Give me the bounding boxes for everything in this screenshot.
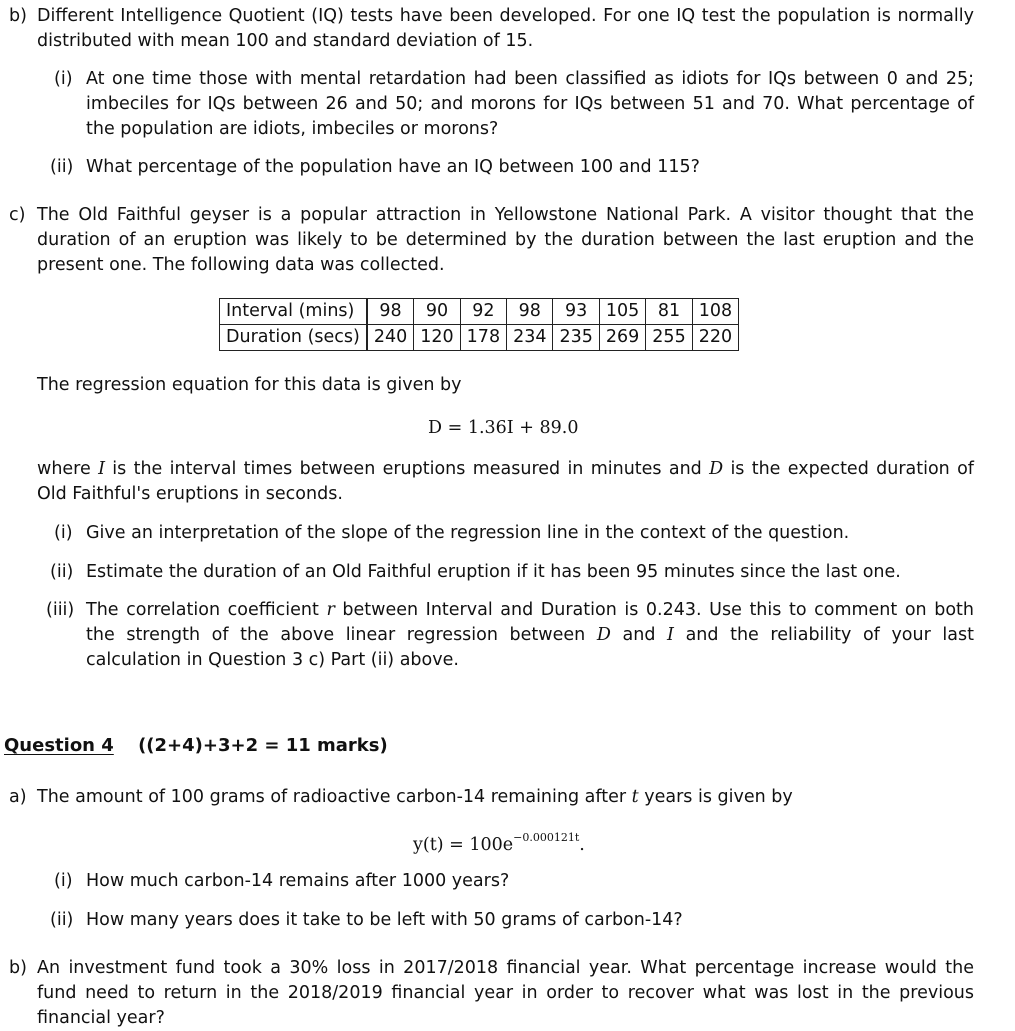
part-c-i-label: (i) xyxy=(54,523,73,543)
var-i: I xyxy=(667,625,674,645)
table-cell: 240 xyxy=(367,325,414,351)
part-c-iii-text-a: The correlation coefficient xyxy=(86,600,319,620)
table-cell: 81 xyxy=(646,299,692,325)
decay-formula xyxy=(413,827,585,858)
table-row-duration xyxy=(220,325,739,351)
table-row-header: Duration (secs) xyxy=(220,325,367,351)
part-c-i-text: Give an interpretation of the slope of the regression line in the context of the question. xyxy=(86,523,850,543)
part-b-ii-text: What percentage of the population have an IQ between 100 and 115? xyxy=(86,157,700,177)
q4-part-a-ii-text: How many years does it take to be left with 50 grams of carbon-14? xyxy=(86,910,683,930)
table-cell: 90 xyxy=(414,299,460,325)
q4-part-b xyxy=(9,956,974,1031)
question-4-title: Question 4 xyxy=(4,735,114,756)
table-cell: 93 xyxy=(553,299,599,325)
table-cell: 92 xyxy=(460,299,506,325)
part-c xyxy=(9,203,974,278)
q4-part-a-ii-label: (ii) xyxy=(50,910,74,930)
where-text-c: is the expected duration of Old Faithful's eruptions in seconds. xyxy=(37,459,974,504)
part-c-iii-and: and xyxy=(622,625,656,645)
q4-part-a xyxy=(9,785,974,810)
formula-lhs: y(t) = 100e xyxy=(413,834,514,855)
table-cell: 98 xyxy=(507,299,553,325)
part-b-i-text: At one time those with mental retardation had been classified as idiots for IQs between 0 and 25; imbeciles for IQs between 26 and 50; and morons for IQs between 51 and 70. What percentage of the population are idiots, imbeciles or morons? xyxy=(86,69,974,139)
part-b-ii xyxy=(50,155,974,180)
geyser-data-table xyxy=(219,298,739,351)
part-b xyxy=(9,4,974,54)
question-4-heading xyxy=(4,733,388,758)
part-c-iii-label: (iii) xyxy=(46,600,75,620)
table-cell: 234 xyxy=(507,325,553,351)
table-cell: 235 xyxy=(553,325,599,351)
table-cell: 178 xyxy=(460,325,506,351)
part-b-text: Different Intelligence Quotient (IQ) tests have been developed. For one IQ test the population is normally distributed with mean 100 and standard deviation of 15. xyxy=(37,6,974,51)
part-c-label: c) xyxy=(9,205,26,225)
q4-part-a-i xyxy=(54,869,974,894)
table-cell: 98 xyxy=(367,299,414,325)
q4-part-b-label: b) xyxy=(9,958,27,978)
part-b-i-label: (i) xyxy=(54,69,73,89)
table-cell: 120 xyxy=(414,325,460,351)
regression-intro: The regression equation for this data is given by xyxy=(37,375,462,395)
part-c-ii-label: (ii) xyxy=(50,562,74,582)
table-row-header: Interval (mins) xyxy=(220,299,367,325)
part-c-ii-text: Estimate the duration of an Old Faithful eruption if it has been 95 minutes since the last one. xyxy=(86,562,901,582)
q4-part-a-label: a) xyxy=(9,787,27,807)
q4-part-a-text-b: years is given by xyxy=(644,787,793,807)
formula-exponent: −0.000121t xyxy=(513,831,580,844)
question-4-marks: ((2+4)+3+2 = 11 marks) xyxy=(138,735,388,756)
part-c-iii-text-b: between Interval and Duration is 0.243. Use this to comment on both the strength of the above linear regression between xyxy=(86,600,974,645)
q4-part-b-text: An investment fund took a 30% loss in 2017/2018 financial year. What percentage increase would the fund need to return in the 2018/2019 financial year in order to recover what was lost in the previous financial year? xyxy=(37,958,974,1028)
part-c-text: The Old Faithful geyser is a popular attraction in Yellowstone National Park. A visitor thought that the duration of an eruption was likely to be determined by the duration between the last eruption and the present one. The following data was collected. xyxy=(37,205,974,275)
table-cell: 220 xyxy=(692,325,738,351)
regression-equation: D = 1.36I + 89.0 xyxy=(428,418,579,438)
formula-end: . xyxy=(579,834,585,855)
where-text-a: where xyxy=(37,459,91,479)
part-b-i xyxy=(54,67,974,142)
part-c-iii xyxy=(46,598,974,673)
q4-part-a-text-a: The amount of 100 grams of radioactive carbon-14 remaining after xyxy=(37,787,627,807)
q4-part-a-i-text: How much carbon-14 remains after 1000 years? xyxy=(86,871,510,891)
table-cell: 105 xyxy=(599,299,645,325)
var-d: D xyxy=(709,459,724,479)
table-cell: 255 xyxy=(646,325,692,351)
part-b-ii-label: (ii) xyxy=(50,157,74,177)
var-t: t xyxy=(631,787,639,807)
part-c-i xyxy=(54,521,974,546)
where-paragraph xyxy=(37,457,974,507)
var-i: I xyxy=(98,459,105,479)
part-c-ii xyxy=(50,560,974,585)
where-text-b: is the interval times between eruptions measured in minutes and xyxy=(112,459,702,479)
table-cell: 108 xyxy=(692,299,738,325)
table-cell: 269 xyxy=(599,325,645,351)
part-c-iii-text-c: and the reliability of your last calculation in Question 3 c) Part (ii) above. xyxy=(86,625,974,670)
var-r: r xyxy=(326,600,335,620)
part-b-label: b) xyxy=(9,6,27,26)
table-row-interval xyxy=(220,299,739,325)
var-d: D xyxy=(596,625,611,645)
q4-part-a-i-label: (i) xyxy=(54,871,73,891)
q4-part-a-ii xyxy=(50,908,974,933)
